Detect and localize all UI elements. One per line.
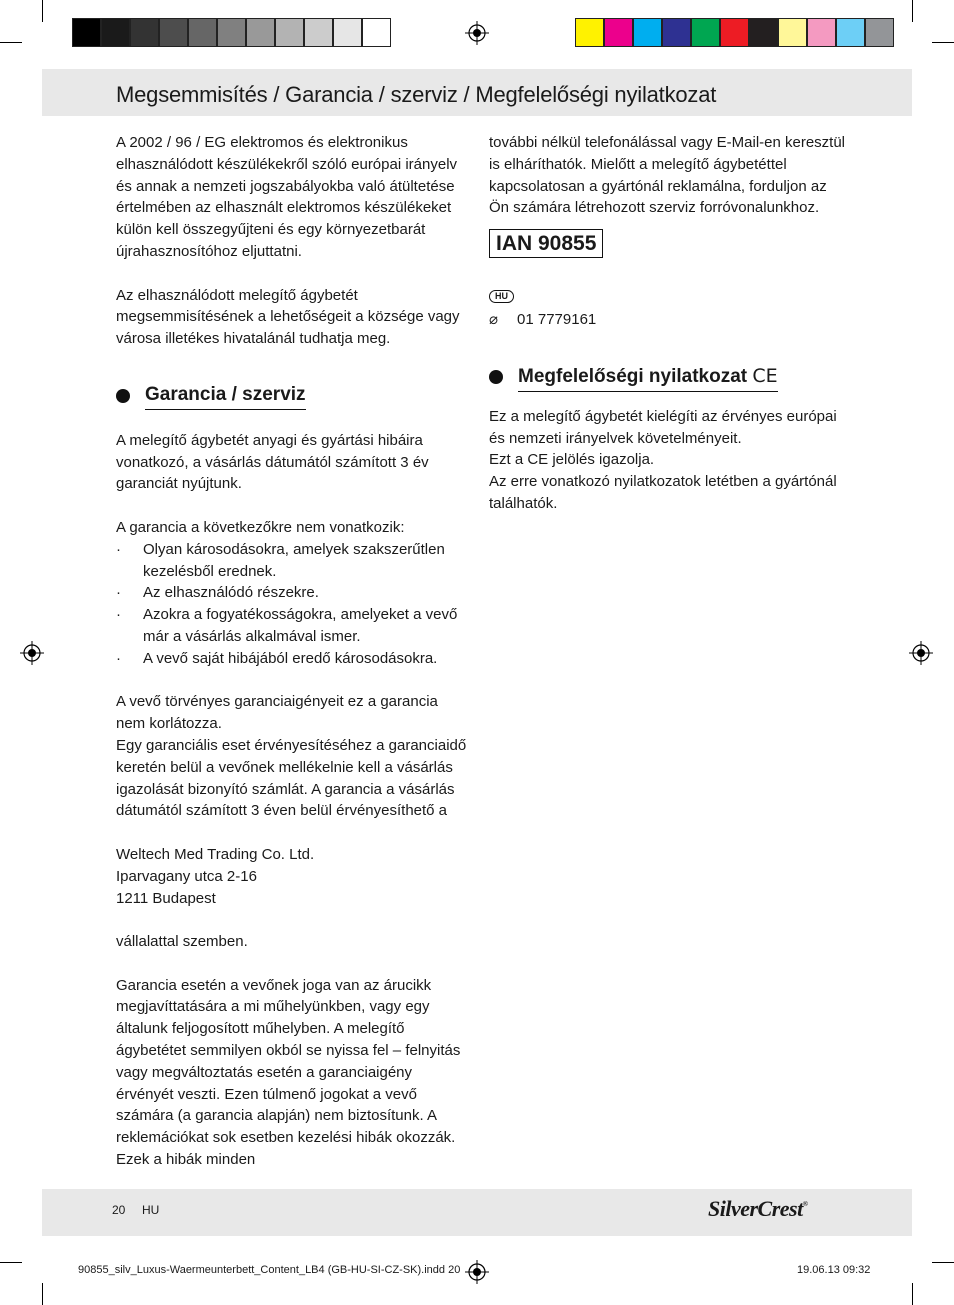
registration-mark-icon bbox=[465, 1260, 489, 1284]
page-number: 20 bbox=[112, 1203, 126, 1217]
registration-mark-icon bbox=[465, 21, 489, 45]
color-swatch bbox=[807, 18, 836, 47]
file-date: 19.06.13 09:32 bbox=[797, 1264, 871, 1276]
registration-mark-icon bbox=[909, 641, 933, 665]
gray-swatch-bar bbox=[72, 18, 391, 47]
list-item: · Olyan károsodásokra, amelyek szakszerűtlen kezelésből erednek. bbox=[116, 539, 468, 583]
warranty-heading bbox=[116, 382, 468, 410]
color-swatch bbox=[217, 18, 246, 47]
country-badge: HU bbox=[489, 290, 514, 303]
repair-paragraph: Garancia esetén a vevőnek joga van az árucikk megjavíttatására a mi műhelyünkben, vagy egy általunk feljogosított műhelyben. A melegítő ágybetétet semmilyen okból se nyissa fel – felnyitás vagy megváltoztatás esetén a garanciaigény érvényét veszti. Ezen túlmenő jogokat a vevő számára (a garancia alapján) nem biztosítunk. A reklemációkat sok esetben kezelési hibák okozzák. Ezek a hibák minden bbox=[116, 976, 461, 1169]
color-swatch bbox=[362, 18, 391, 47]
color-swatch bbox=[188, 18, 217, 47]
list-item: · Az elhasználódó részekre. bbox=[116, 582, 468, 604]
ce-paragraph: Ezt a CE jelölés igazolja. bbox=[489, 451, 655, 469]
ian-number: IAN 90855 bbox=[489, 229, 603, 258]
hotline-number: 01 7779161 bbox=[517, 310, 597, 328]
crop-mark bbox=[932, 1262, 954, 1263]
crop-mark bbox=[42, 1283, 43, 1305]
brand-logo bbox=[708, 1196, 807, 1222]
color-swatch bbox=[633, 18, 662, 47]
crop-mark bbox=[932, 42, 954, 43]
color-swatch bbox=[101, 18, 130, 47]
exclusions-list bbox=[116, 539, 468, 670]
exclusions-intro: A garancia a következőkre nem vonatkozik: bbox=[116, 518, 405, 536]
color-swatch bbox=[662, 18, 691, 47]
page-title: Megsemmisítés / Garancia / szerviz / Megfelelőségi nyilatkozat bbox=[116, 82, 717, 107]
crop-mark bbox=[0, 42, 22, 43]
color-swatch bbox=[333, 18, 362, 47]
list-item: · Azokra a fogyatékosságokra, amelyeket a vevő már a vásárlás alkalmával ismer. bbox=[116, 604, 468, 648]
conformity-heading bbox=[489, 363, 845, 392]
company-city: 1211 Budapest bbox=[116, 889, 216, 907]
claim-paragraph: Egy garanciális eset érvényesítéséhez a garanciaidő keretén belül a vevőnek mellékelnie kell a vásárlás igazolását bizonyító számlát. A garancia a vásárlás dátumától számított 3 éven belül érvényesíthető a bbox=[116, 736, 467, 820]
company-name: Weltech Med Trading Co. Ltd. bbox=[116, 845, 315, 863]
color-swatch bbox=[130, 18, 159, 47]
continued-paragraph: további nélkül telefonálással vagy E-Mail-en keresztül is elháríthatók. Mielőtt a melegítő ágybetéttel kapcsolatosan a gyártónál reklamálna, forduljon az Ön számára létrehozott szerviz forróvonalunkhoz. bbox=[489, 134, 846, 217]
left-column bbox=[116, 132, 468, 1171]
color-swatch bbox=[778, 18, 807, 47]
color-swatch bbox=[246, 18, 275, 47]
rights-paragraph: A vevő törvényes garanciaigényeit ez a garancia nem korlátozza. bbox=[116, 693, 438, 733]
disposal-paragraph: Az elhasználódott melegítő ágybetét megsemmisítésének a lehetőségeit a községe vagy városa illetékes hivatalánál tudhatja meg. bbox=[116, 286, 460, 348]
color-swatch bbox=[749, 18, 778, 47]
color-swatch bbox=[604, 18, 633, 47]
bullet-dot-icon bbox=[116, 389, 130, 403]
color-swatch bbox=[304, 18, 333, 47]
declaration-paragraph: Az erre vonatkozó nyilatkozatok letétben a gyártónál találhatók. bbox=[489, 473, 837, 512]
color-swatch bbox=[836, 18, 865, 47]
warranty-paragraph: A melegítő ágybetét anyagi és gyártási hibáira vonatkozó, a vásárlás dátumától számított 3 év garanciát nyújtunk. bbox=[116, 431, 429, 493]
hotline-row bbox=[489, 309, 845, 331]
phone-icon: ⌀ bbox=[489, 310, 499, 328]
conformity-heading-label: Megfelelőségi nyilatkozat bbox=[518, 365, 748, 387]
against-text: vállalattal szemben. bbox=[116, 933, 248, 951]
registration-mark-icon bbox=[20, 641, 44, 665]
registered-mark: ® bbox=[802, 1200, 808, 1208]
color-swatch bbox=[275, 18, 304, 47]
warranty-heading-text: Garancia / szerviz bbox=[145, 382, 306, 410]
color-swatch bbox=[865, 18, 894, 47]
page-language: HU bbox=[142, 1203, 160, 1217]
crop-mark bbox=[912, 1283, 913, 1305]
crop-mark bbox=[0, 1262, 22, 1263]
color-swatch-bar bbox=[575, 18, 894, 47]
color-swatch bbox=[691, 18, 720, 47]
crop-mark bbox=[912, 0, 913, 22]
list-item: · A vevő saját hibájából eredő károsodásokra. bbox=[116, 648, 468, 670]
crop-mark bbox=[42, 0, 43, 22]
conformity-heading-text bbox=[518, 363, 778, 392]
file-info: 90855_silv_Luxus-Waermeunterbett_Content_LB4 (GB-HU-SI-CZ-SK).indd 20 bbox=[78, 1264, 461, 1276]
company-street: Iparvagany utca 2-16 bbox=[116, 867, 257, 885]
brand-name: SilverCrest bbox=[708, 1196, 803, 1221]
color-swatch bbox=[72, 18, 101, 47]
bullet-dot-icon bbox=[489, 370, 503, 384]
right-column bbox=[489, 132, 845, 515]
color-swatch bbox=[720, 18, 749, 47]
ce-mark-icon: CE bbox=[752, 364, 778, 387]
conformity-paragraph: Ez a melegítő ágybetét kielégíti az érvényes európai és nemzeti irányelvek követelményeit. bbox=[489, 407, 837, 447]
color-swatch bbox=[575, 18, 604, 47]
color-swatch bbox=[159, 18, 188, 47]
weee-paragraph: A 2002 / 96 / EG elektromos és elektronikus elhasználódott készülékekről szóló európai irányelv és annak a nemzeti jogszabályokba való átültetése értelmében az elhasznált elektromos készülékeket külön kell összegyűjteni és egy környezetbarát újrahasznosítóhoz eljuttatni. bbox=[116, 134, 458, 260]
